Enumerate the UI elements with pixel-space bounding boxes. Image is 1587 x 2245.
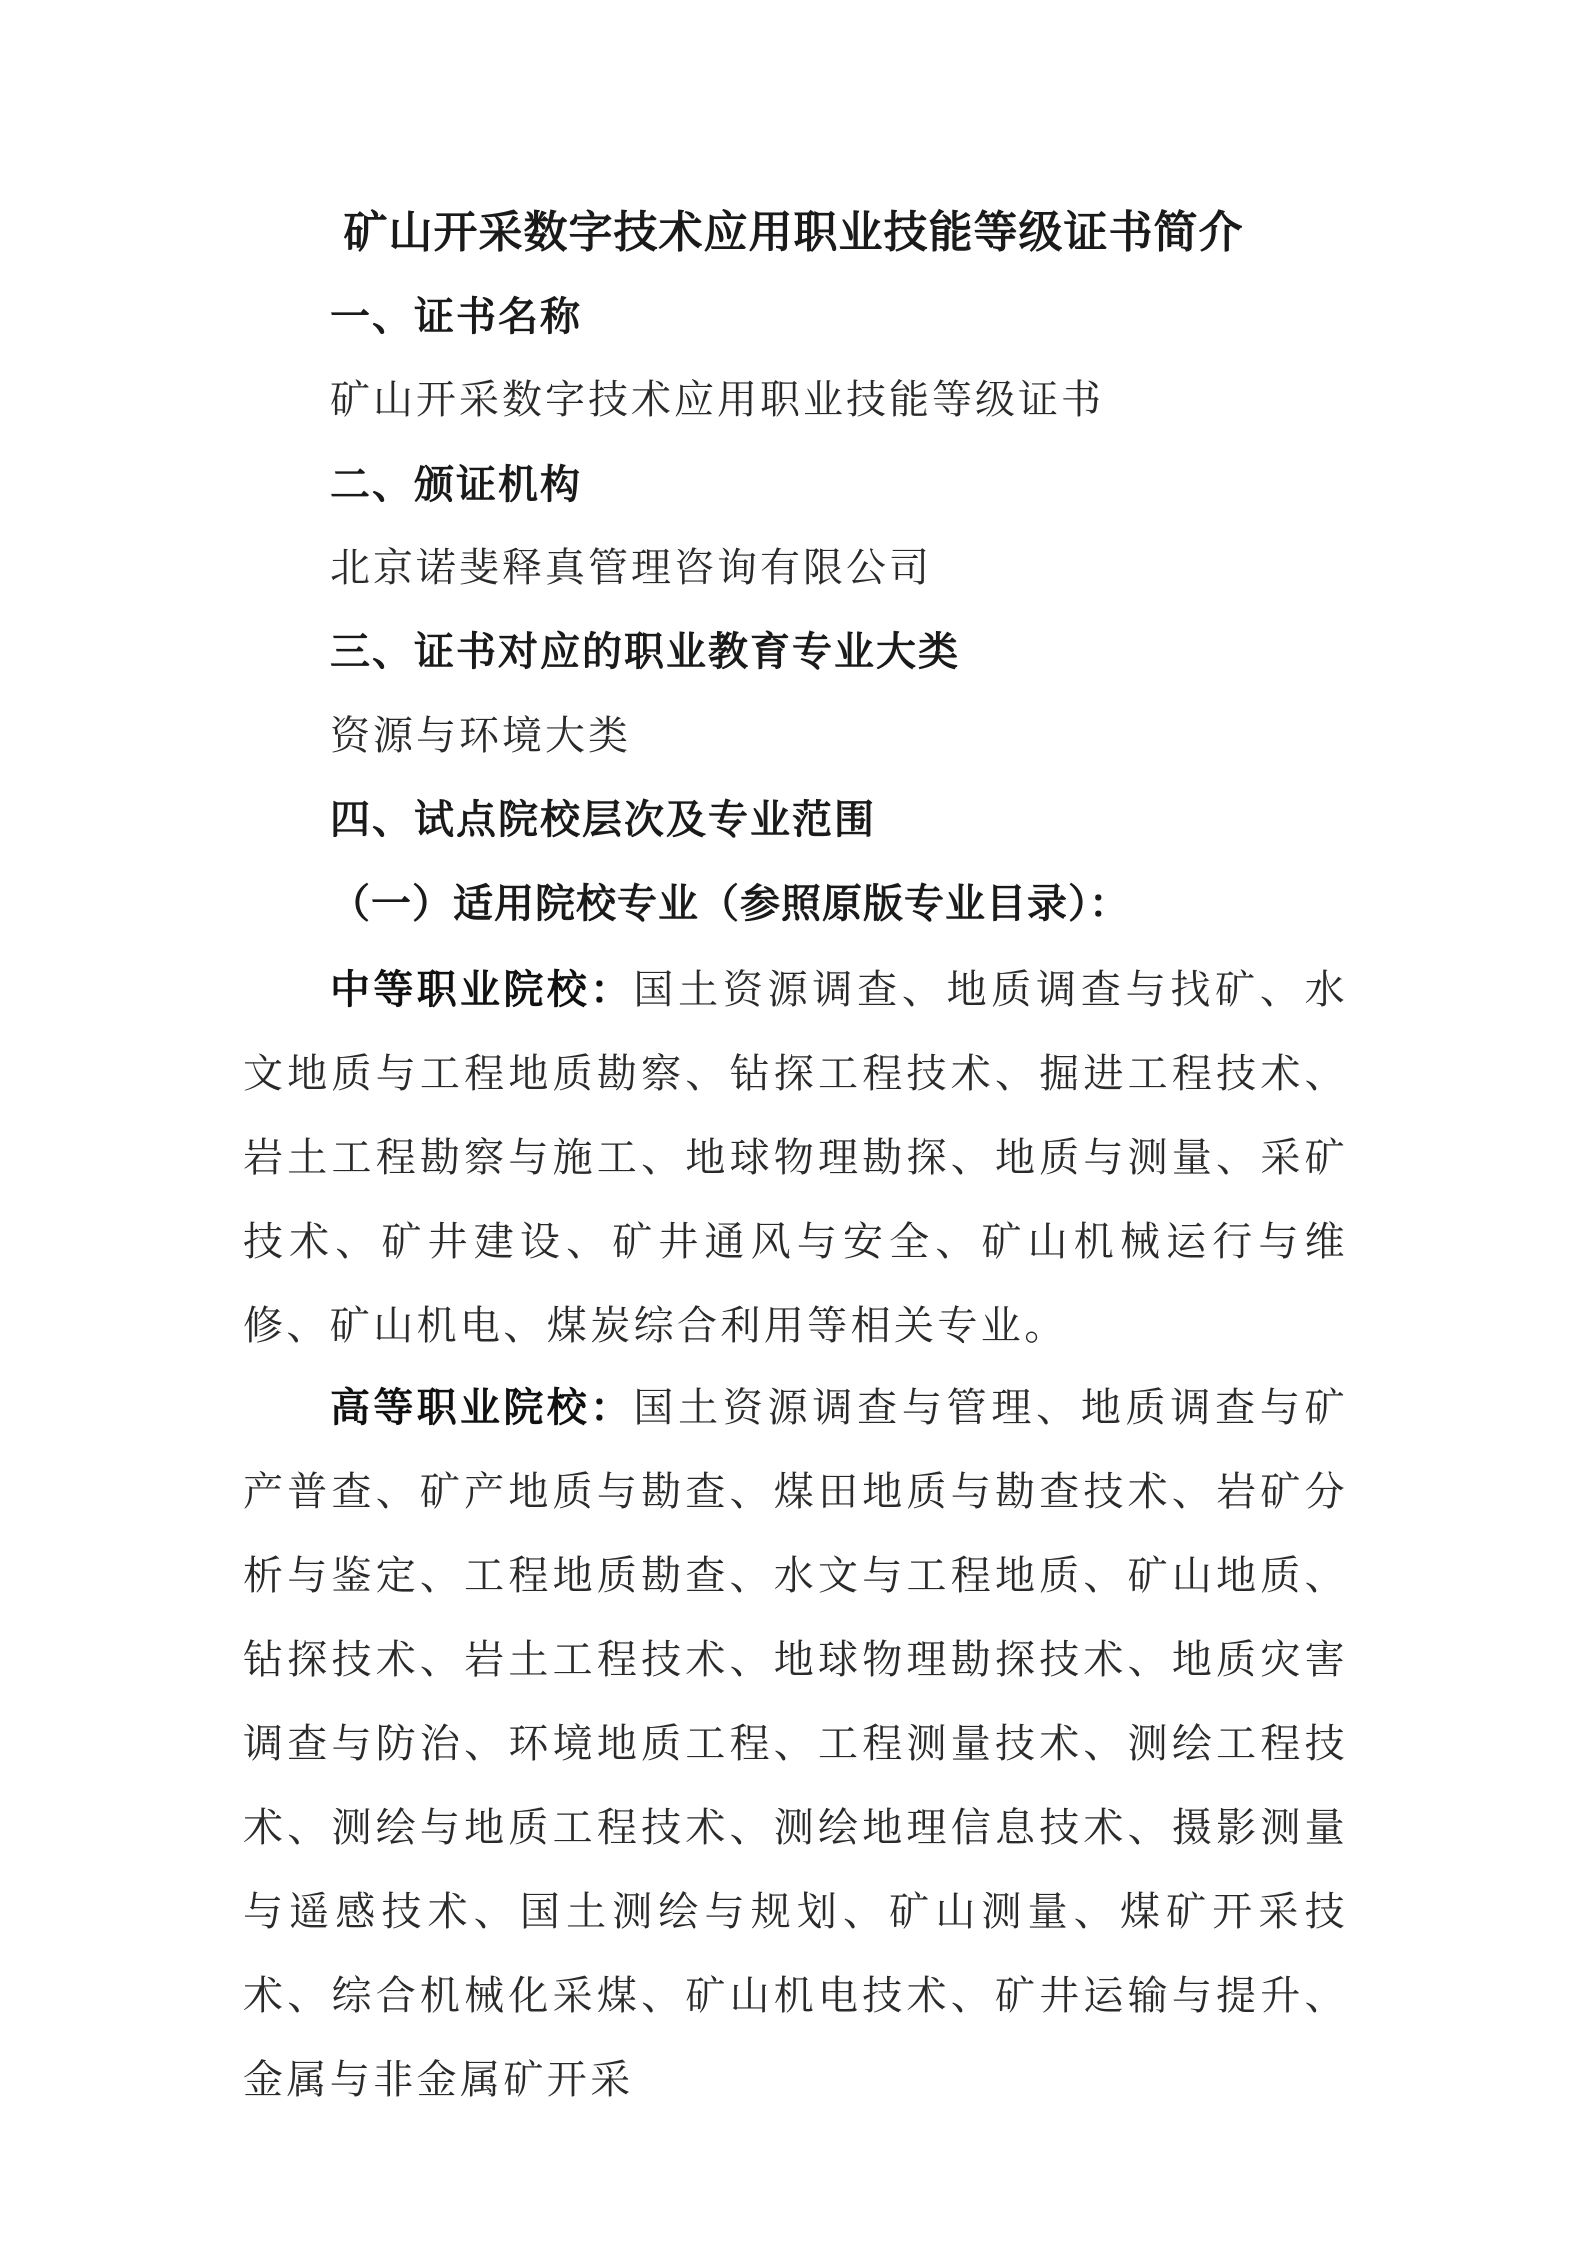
paragraph-text-secondary: 国土资源调查、地质调查与找矿、水文地质与工程地质勘察、钻探工程技术、掘进工程技术、岩土工程勘察与施工、地球物理勘探、地质与测量、采矿技术、矿井建设、矿井通风与安全、矿山机械运行与维修、矿山机电、煤炭综合利用等相关专业。 xyxy=(243,967,1348,1349)
paragraph-lead-secondary: 中等职业院校： xyxy=(330,967,634,1013)
section-heading-certificate-name: 一、证书名称 xyxy=(330,294,582,340)
section-content-major-category: 资源与环境大类 xyxy=(330,713,631,759)
paragraph-lead-higher: 高等职业院校： xyxy=(330,1385,634,1431)
document-title: 矿山开采数字技术应用职业技能等级证书简介 xyxy=(343,207,1244,258)
subsection-heading-applicable-majors: （一）适用院校专业（参照原版专业目录）： xyxy=(330,881,1130,927)
paragraph-text-higher: 国土资源调查与管理、地质调查与矿产普查、矿产地质与勘查、煤田地质与勘查技术、岩矿分析与鉴定、工程地质勘查、水文与工程地质、矿山地质、钻探技术、岩土工程技术、地球物理勘探技术、地质灾害调查与防治、环境地质工程、工程测量技术、测绘工程技术、测绘与地质工程技术、测绘地理信息技术、摄影测量与遥感技术、国土测绘与规划、矿山测量、煤矿开采技术、综合机械化采煤、矿山机电技术、矿井运输与提升、金属与非金属矿开采 xyxy=(243,1385,1348,2103)
section-heading-issuing-body: 二、颁证机构 xyxy=(330,462,582,508)
section-content-issuing-body: 北京诺斐释真管理咨询有限公司 xyxy=(330,545,932,591)
section-content-certificate-name: 矿山开采数字技术应用职业技能等级证书 xyxy=(330,377,1104,423)
section-heading-major-category: 三、证书对应的职业教育专业大类 xyxy=(330,629,960,675)
paragraph-secondary-vocational xyxy=(243,948,1348,1368)
paragraph-higher-vocational xyxy=(243,1366,1348,2122)
section-heading-pilot-scope: 四、试点院校层次及专业范围 xyxy=(330,797,876,843)
